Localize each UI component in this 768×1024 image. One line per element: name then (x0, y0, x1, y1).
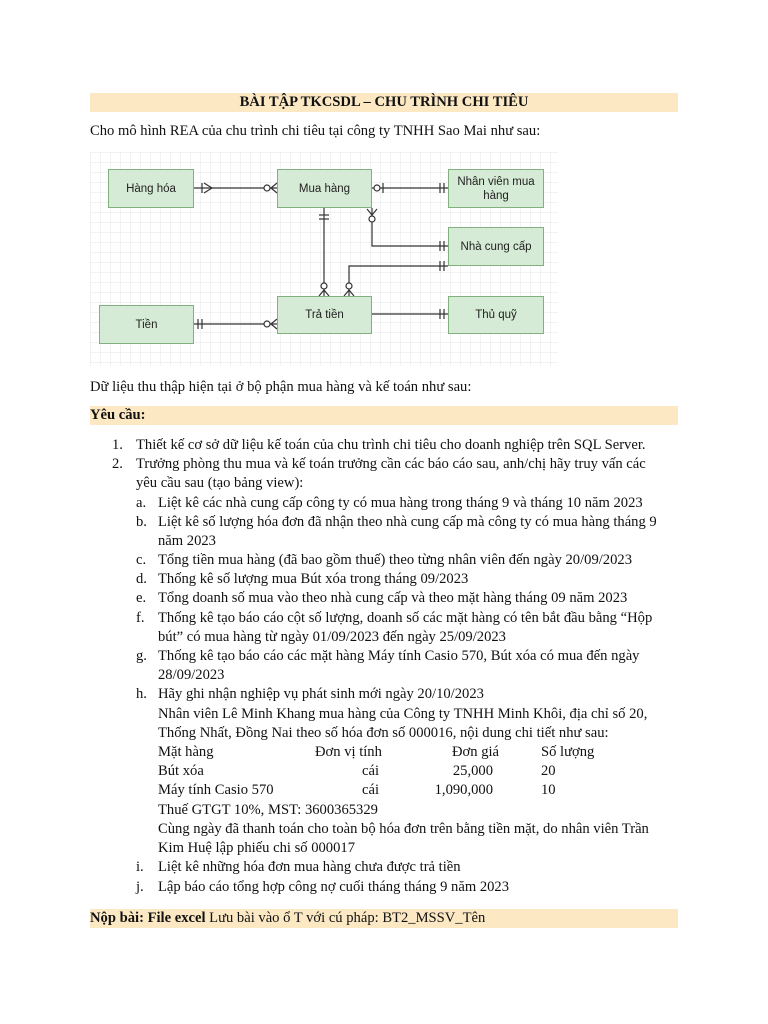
sub-f-line1: Thống kê tạo báo cáo cột số lượng, doanh số các mặt hàng có tên bắt đầu bằng “Hộp (158, 610, 653, 626)
table-row-2-qty: 10 (541, 782, 556, 798)
sub-a-text: Liệt kê các nhà cung cấp công ty có mua hàng trong tháng 9 và tháng 10 năm 2023 (158, 495, 643, 511)
sub-f-line2: bút” có mua hàng từ ngày 01/09/2023 đến ngày 25/09/2023 (158, 629, 506, 645)
entity-tra-tien: Trả tiền (277, 296, 372, 334)
sub-c-text: Tổng tiền mua hàng (đã bao gồm thuế) theo từng nhân viên đến ngày 20/09/2023 (158, 552, 632, 568)
sub-j-number: j. (136, 879, 144, 895)
table-header-qty: Số lượng (541, 744, 595, 760)
sub-h-line1: Hãy ghi nhận nghiệp vụ phát sinh mới ngày 20/10/2023 (158, 686, 484, 702)
submit-line (90, 909, 485, 928)
sub-h-line2: Nhân viên Lê Minh Khang mua hàng của Công ty TNHH Minh Khôi, địa chỉ số 20, (158, 706, 648, 722)
entity-nhan-vien-mua-hang (448, 169, 544, 208)
sub-d-text: Thống kê số lượng mua Bút xóa trong tháng 09/2023 (158, 571, 469, 587)
entity-nhan-vien-line1: Nhân viên mua (457, 175, 535, 188)
sub-i-text: Liệt kê những hóa đơn mua hàng chưa được trả tiền (158, 859, 461, 875)
table-header-price: Đơn giá (452, 744, 500, 760)
sub-e-number: e. (136, 590, 147, 606)
req1-text: Thiết kế cơ sở dữ liệu kế toán của chu trình chi tiêu cho doanh nghiệp trên SQL Server. (136, 437, 646, 453)
requirements-list (90, 437, 690, 907)
table-row-2-item: Máy tính Casio 570 (158, 782, 274, 798)
sub-b-line2: năm 2023 (158, 533, 216, 549)
sub-d-number: d. (136, 571, 147, 587)
sub-c-number: c. (136, 552, 147, 568)
rea-diagram (90, 152, 558, 366)
entity-nhan-vien-line2: hàng (483, 189, 509, 202)
table-header-unit: Đơn vị tính (315, 744, 382, 760)
sub-h-line3: Thống Nhất, Đồng Nai theo số hóa đơn số 000016, nội dung chi tiết như sau: (158, 725, 609, 741)
entity-tien: Tiền (99, 305, 194, 344)
sub-g-line1: Thống kê tạo báo cáo các mặt hàng Máy tính Casio 570, Bút xóa có mua đến ngày (158, 648, 640, 664)
sub-i-number: i. (136, 859, 144, 875)
sub-h-line4: Thuế GTGT 10%, MST: 3600365329 (158, 802, 378, 818)
submit-instructions: Lưu bài vào ổ T với cú pháp: BT2_MSSV_Tên (205, 910, 486, 926)
table-row-2-unit: cái (362, 782, 380, 798)
sub-a-number: a. (136, 495, 147, 511)
sub-b-number: b. (136, 514, 147, 530)
entity-mua-hang: Mua hàng (277, 169, 372, 208)
entity-nha-cung-cap: Nhà cung cấp (448, 227, 544, 266)
table-row-1-price: 25,000 (452, 763, 493, 779)
page-title: BÀI TẬP TKCSDL – CHU TRÌNH CHI TIÊU (239, 94, 529, 110)
requirements-heading: Yêu cầu: (90, 407, 146, 423)
intro-text: Cho mô hình REA của chu trình chi tiêu tại công ty TNHH Sao Mai như sau: (90, 123, 541, 139)
req2-line1: Trưởng phòng thu mua và kế toán trưởng cần các báo cáo sau, anh/chị hãy truy vấn các (136, 456, 646, 472)
sub-h-number: h. (136, 686, 147, 702)
data-text: Dữ liệu thu thập hiện tại ở bộ phận mua hàng và kế toán như sau: (90, 379, 472, 395)
sub-h-line6: Kim Huệ lập phiếu chi số 000017 (158, 840, 355, 856)
entity-hang-hoa: Hàng hóa (108, 169, 194, 208)
req2-number: 2. (112, 456, 123, 472)
req1-number: 1. (112, 437, 123, 453)
submit-label: Nộp bài: File excel (90, 910, 206, 926)
sub-f-number: f. (136, 610, 145, 626)
table-row-2-price: 1,090,000 (434, 782, 493, 798)
sub-g-line2: 28/09/2023 (158, 667, 225, 683)
sub-b-line1: Liệt kê số lượng hóa đơn đã nhận theo nhà cung cấp mà công ty có mua hàng tháng 9 (158, 514, 657, 530)
requirements-highlight (90, 406, 678, 425)
sub-j-text: Lập báo cáo tổng hợp công nợ cuối tháng tháng 9 năm 2023 (158, 879, 510, 895)
sub-e-text: Tổng doanh số mua vào theo nhà cung cấp và theo mặt hàng tháng 09 năm 2023 (158, 590, 628, 606)
sub-g-number: g. (136, 648, 147, 664)
sub-h-line5: Cùng ngày đã thanh toán cho toàn bộ hóa đơn trên bằng tiền mặt, do nhân viên Trần (158, 821, 649, 837)
table-row-1-qty: 20 (541, 763, 556, 779)
table-header-item: Mặt hàng (158, 744, 214, 760)
table-row-1-item: Bút xóa (158, 763, 204, 779)
entity-thu-quy: Thủ quỹ (448, 296, 544, 334)
table-row-1-unit: cái (362, 763, 380, 779)
req2-line2: yêu cầu sau (tạo bảng view): (136, 475, 304, 491)
